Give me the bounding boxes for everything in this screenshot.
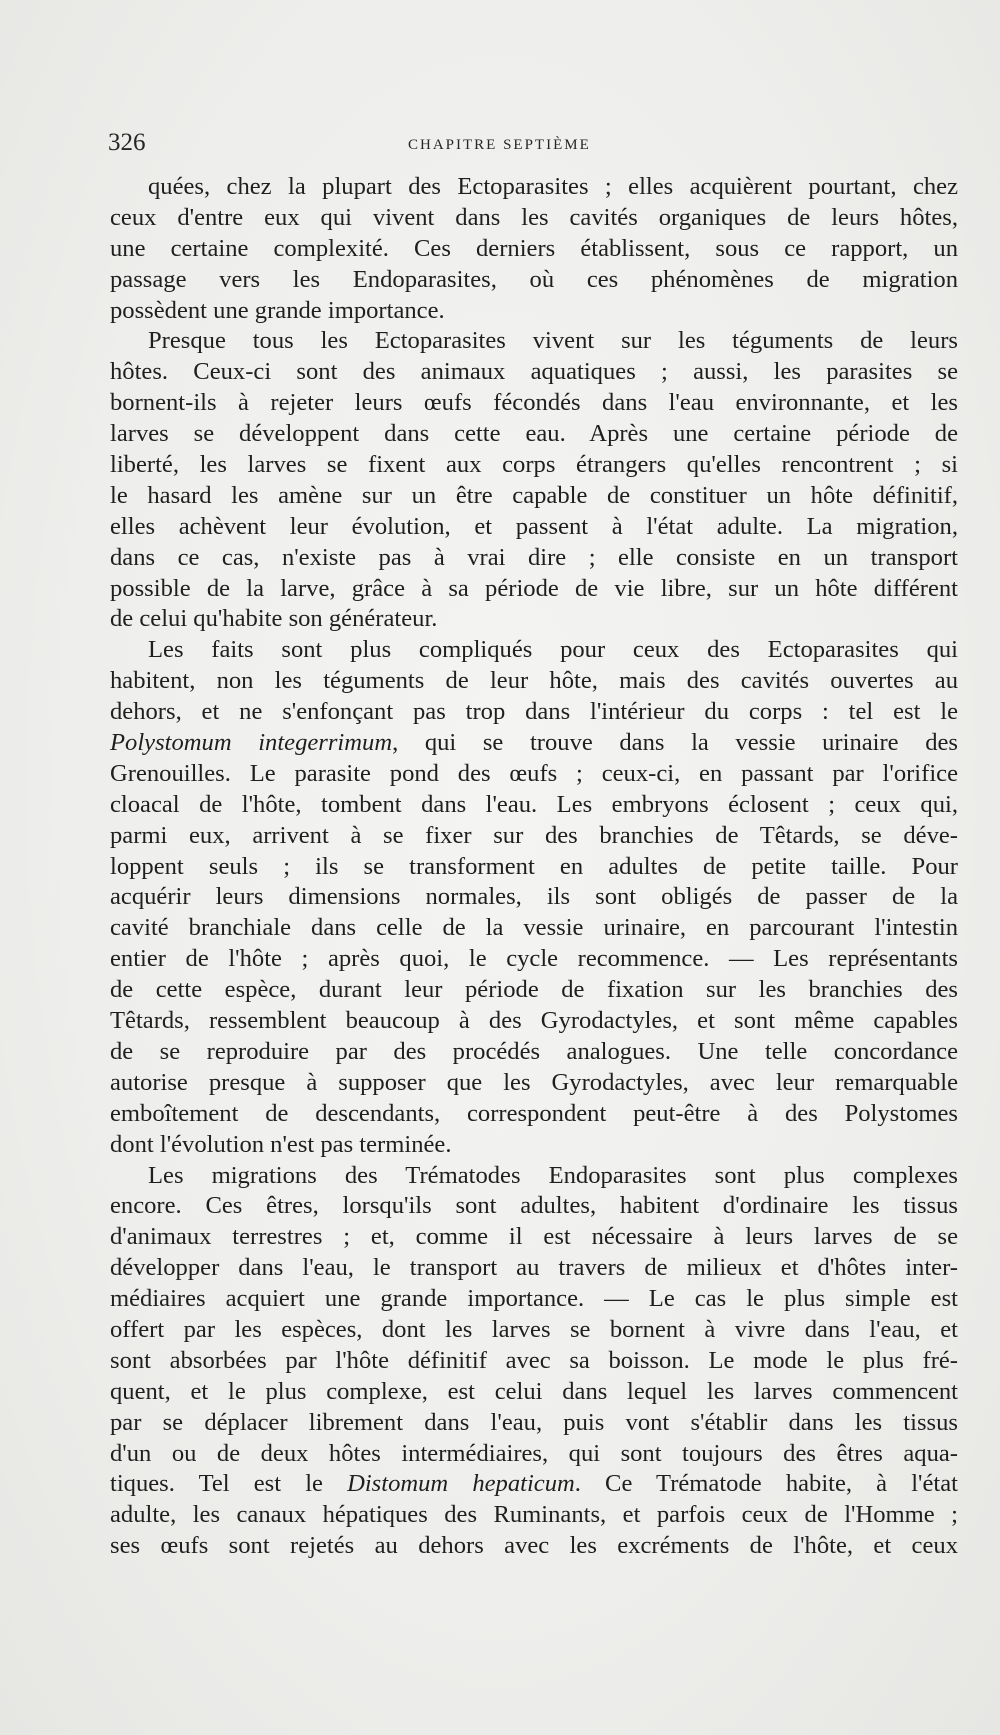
text-line: Les faits sont plus compliqués pour ceux des Ectoparasites qui bbox=[148, 636, 958, 664]
text-line: d'animaux terrestres ; et, comme il est nécessaire à leurs larves de se bbox=[110, 1223, 958, 1251]
text-line: Les migrations des Trématodes Endoparasites sont plus complexes bbox=[148, 1161, 958, 1189]
italic-taxon-name: Distomum hepaticum bbox=[347, 1470, 575, 1498]
text-line: acquérir leurs dimensions normales, ils sont obligés de passer de la bbox=[110, 883, 958, 911]
text-line: ses œufs sont rejetés au dehors avec les excréments de l'hôte, et ceux bbox=[110, 1532, 958, 1560]
text-line: adulte, les canaux hépatiques des Ruminants, et parfois ceux de l'Homme ; bbox=[110, 1501, 958, 1529]
text-line: par se déplacer librement dans l'eau, puis vont s'établir dans les tissus bbox=[110, 1408, 958, 1436]
text-line: larves se développent dans cette eau. Après une certaine période de bbox=[110, 420, 958, 448]
text-line: de celui qu'habite son générateur. bbox=[110, 605, 438, 633]
text-line: de cette espèce, durant leur période de fixation sur les branchies des bbox=[110, 976, 958, 1004]
page-header bbox=[108, 128, 958, 158]
text-line: quées, chez la plupart des Ectoparasites ; elles acquièrent pourtant, chez bbox=[148, 173, 958, 200]
text-line: cloacal de l'hôte, tombent dans l'eau. Les embryons éclosent ; ceux qui, bbox=[110, 790, 958, 818]
text-line: loppent seuls ; ils se transforment en adultes de petite taille. Pour bbox=[110, 852, 958, 880]
text-line: entier de l'hôte ; après quoi, le cycle recommence. — Les représentants bbox=[110, 945, 958, 973]
text-line: sont absorbées par l'hôte définitif avec sa boisson. Le mode le plus fré- bbox=[110, 1346, 958, 1374]
text-line: Têtards, ressemblent beaucoup à des Gyrodactyles, et sont même capables bbox=[110, 1007, 958, 1035]
text-line: quent, et le plus complexe, est celui dans lequel les larves commencent bbox=[110, 1377, 958, 1405]
italic-taxon-name: Polystomum integerrimum bbox=[110, 729, 393, 757]
text-line: emboîtement de descendants, correspondent peut-être à des Polystomes bbox=[110, 1099, 958, 1127]
text-line: elles achèvent leur évolution, et passent à l'état adulte. La migration, bbox=[110, 512, 958, 540]
text-line: bornent-ils à rejeter leurs œufs fécondés dans l'eau environnante, et les bbox=[110, 389, 958, 417]
text-line: passage vers les Endoparasites, où ces phénomènes de migration bbox=[110, 265, 958, 293]
text-line: une certaine complexité. Ces derniers établissent, sous ce rapport, un bbox=[110, 234, 958, 262]
text-line: ceux d'entre eux qui vivent dans les cavités organiques de leurs hôtes, bbox=[110, 203, 958, 231]
text-line: dans ce cas, n'existe pas à vrai dire ; elle consiste en un transport bbox=[110, 543, 958, 571]
text-line: tiques. Tel est le Distomum hepaticum. Ce Trématode habite, à l'état bbox=[110, 1470, 958, 1498]
running-head: CHAPITRE SEPTIÈME bbox=[408, 137, 591, 153]
text-line: habitent, non les téguments de leur hôte, mais des cavités ouvertes au bbox=[110, 667, 958, 695]
text-line: d'un ou de deux hôtes intermédiaires, qui sont toujours des êtres aqua- bbox=[110, 1439, 958, 1467]
text-line: Grenouilles. Le parasite pond des œufs ; ceux-ci, en passant par l'orifice bbox=[110, 759, 958, 787]
paragraph bbox=[110, 635, 958, 1160]
text-line: possible de la larve, grâce à sa période de vie libre, sur un hôte différent bbox=[110, 574, 958, 602]
text-line: médiaires acquiert une grande importance. — Le cas le plus simple est bbox=[110, 1285, 958, 1313]
paragraph bbox=[110, 326, 958, 635]
text-line: possèdent une grande importance. bbox=[110, 296, 445, 324]
text-line: hôtes. Ceux-ci sont des animaux aquatiques ; aussi, les parasites se bbox=[110, 358, 958, 386]
text-line: développer dans l'eau, le transport au travers de milieux et d'hôtes inter- bbox=[110, 1254, 958, 1282]
text-line: cavité branchiale dans celle de la vessie urinaire, en parcourant l'intestin bbox=[110, 914, 958, 942]
text-line: autorise presque à supposer que les Gyrodactyles, avec leur remarquable bbox=[110, 1068, 958, 1096]
text-line: Presque tous les Ectoparasites vivent sur les téguments de leurs bbox=[148, 327, 958, 355]
paragraph bbox=[110, 1161, 958, 1563]
body-text bbox=[110, 172, 958, 1562]
text-line: encore. Ces êtres, lorsqu'ils sont adultes, habitent d'ordinaire les tissus bbox=[110, 1192, 958, 1220]
text-line: de se reproduire par des procédés analogues. Une telle concordance bbox=[110, 1037, 958, 1065]
text-line: Polystomum integerrimum, qui se trouve dans la vessie urinaire des bbox=[110, 729, 958, 757]
text-line: dehors, et ne s'enfonçant pas trop dans l'intérieur du corps : tel est le bbox=[110, 698, 958, 726]
text-line: offert par les espèces, dont les larves se bornent à vivre dans l'eau, et bbox=[110, 1315, 958, 1343]
text-line: liberté, les larves se fixent aux corps étrangers qu'elles rencontrent ; si bbox=[110, 451, 958, 479]
paragraph bbox=[110, 172, 958, 326]
text-line: dont l'évolution n'est pas terminée. bbox=[110, 1130, 452, 1158]
text-line: le hasard les amène sur un être capable de constituer un hôte définitif, bbox=[110, 481, 958, 509]
text-line: parmi eux, arrivent à se fixer sur des branchies de Têtards, se déve- bbox=[110, 821, 958, 849]
page-number: 326 bbox=[108, 129, 146, 156]
